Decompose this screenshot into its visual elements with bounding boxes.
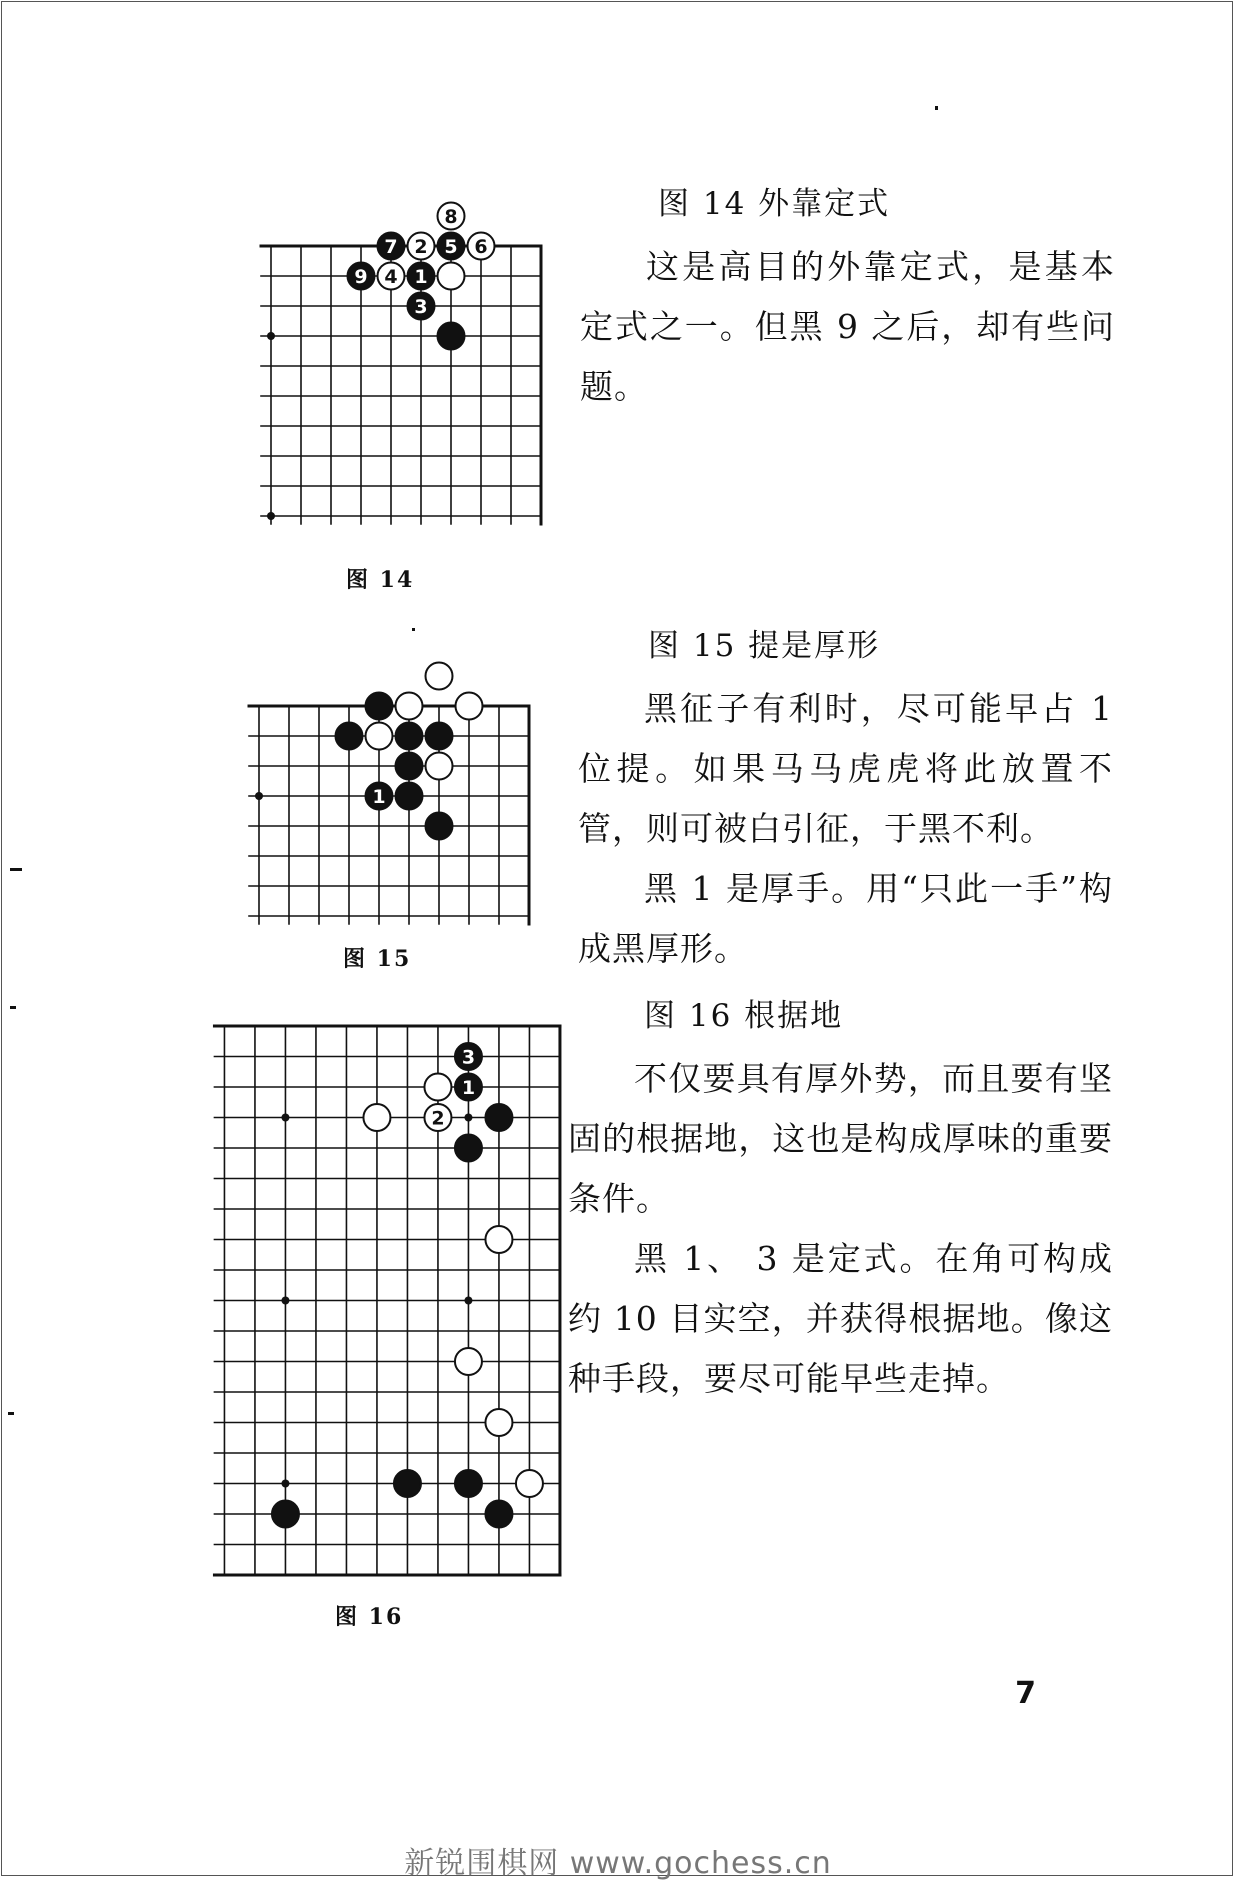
scan-speck bbox=[412, 628, 415, 631]
figure-14-caption: 图 14 bbox=[346, 567, 415, 593]
figure-16-paragraph-2: 黑 1、 3 是定式。在角可构成约 10 目实空，并获得根据地。像这种手段，要尽可能早些走掉。 bbox=[568, 1239, 1113, 1398]
figure-15-title: 图 15 提是厚形 bbox=[648, 628, 881, 664]
figure-14-paragraph: 这是高目的外靠定式，是基本定式之一。但黑 9 之后，却有些问题。 bbox=[580, 247, 1115, 406]
black-stone bbox=[485, 1104, 512, 1131]
figure-16-title: 图 16 根据地 bbox=[644, 998, 844, 1034]
stone-number-label: 4 bbox=[384, 266, 398, 288]
go-board-fig16 bbox=[193, 1000, 548, 1560]
star-point bbox=[464, 1297, 472, 1305]
white-stone bbox=[455, 1348, 482, 1375]
black-stone bbox=[366, 783, 393, 810]
stone-number-label: 1 bbox=[372, 786, 386, 808]
stone-number-label: 7 bbox=[384, 236, 398, 258]
scan-speck bbox=[10, 868, 22, 871]
black-stone bbox=[426, 813, 453, 840]
go-board-svg bbox=[240, 206, 530, 520]
star-point bbox=[255, 792, 263, 800]
go-board-svg bbox=[228, 680, 520, 910]
star-point bbox=[281, 1480, 289, 1488]
white-stone bbox=[363, 1104, 390, 1131]
figure-16-caption: 图 16 bbox=[335, 1604, 404, 1630]
black-stone bbox=[336, 723, 363, 750]
figure-15-paragraph-1: 黑征子有利时，尽可能早占 1 位提。如果马马虎虎将此放置不管，则可被白引征，于黑不利。 bbox=[578, 689, 1113, 848]
stone-number-label: 3 bbox=[414, 296, 428, 318]
white-stone bbox=[468, 233, 495, 260]
star-point bbox=[464, 1114, 472, 1122]
black-stone bbox=[396, 783, 423, 810]
stone-number-label: 8 bbox=[444, 206, 458, 228]
black-stone bbox=[366, 693, 393, 720]
white-stone bbox=[516, 1470, 543, 1497]
black-stone bbox=[426, 723, 453, 750]
white-stone bbox=[378, 263, 405, 290]
grid-lines bbox=[261, 246, 541, 524]
figure-16-paragraph-1: 不仅要具有厚外势，而且要有坚固的根据地，这也是构成厚味的重要条件。 bbox=[568, 1059, 1113, 1218]
black-stone bbox=[455, 1043, 482, 1070]
figure-14-title: 图 14 外靠定式 bbox=[658, 186, 891, 222]
figure-15-paragraph-2: 黑 1 是厚手。用“只此一手”构成黑厚形。 bbox=[578, 869, 1113, 968]
black-stone bbox=[394, 1470, 421, 1497]
scan-speck bbox=[935, 106, 938, 110]
footer-watermark: 新锐围棋网 www.gochess.cn bbox=[404, 1846, 832, 1881]
stone-number-label: 1 bbox=[414, 266, 428, 288]
black-stone bbox=[438, 323, 465, 350]
black-stone bbox=[455, 1135, 482, 1162]
stone-number-label: 9 bbox=[354, 266, 368, 288]
stone-number-label: 3 bbox=[461, 1046, 476, 1069]
black-stone bbox=[485, 1501, 512, 1528]
star-point bbox=[267, 512, 275, 520]
black-stone bbox=[348, 263, 375, 290]
stone-number-label: 5 bbox=[444, 236, 458, 258]
stone-number-label: 1 bbox=[461, 1077, 476, 1099]
scan-speck bbox=[8, 1412, 14, 1415]
white-stone bbox=[408, 233, 435, 260]
star-point bbox=[281, 1114, 289, 1122]
stone-number-label: 6 bbox=[474, 236, 488, 258]
black-stone bbox=[396, 753, 423, 780]
white-stone bbox=[426, 663, 453, 690]
white-stone bbox=[426, 753, 453, 780]
black-stone bbox=[438, 233, 465, 260]
white-stone bbox=[485, 1226, 512, 1253]
black-stone bbox=[272, 1501, 299, 1528]
white-stone bbox=[456, 693, 483, 720]
white-stone bbox=[366, 723, 393, 750]
page-number: 7 bbox=[1015, 1676, 1036, 1711]
scan-speck bbox=[10, 1006, 16, 1009]
figure-14-text bbox=[580, 178, 1115, 417]
white-stone bbox=[438, 263, 465, 290]
figure-15-caption: 图 15 bbox=[343, 946, 412, 972]
stone-number-label: 2 bbox=[431, 1107, 445, 1130]
go-board-svg bbox=[193, 1000, 548, 1560]
star-point bbox=[267, 332, 275, 340]
white-stone bbox=[424, 1104, 451, 1131]
stone-number-label: 2 bbox=[414, 236, 428, 258]
figure-15-text bbox=[578, 620, 1113, 979]
black-stone bbox=[455, 1074, 482, 1101]
black-stone bbox=[378, 233, 405, 260]
go-board-fig14 bbox=[240, 206, 530, 520]
star-point bbox=[281, 1297, 289, 1305]
figure-16-text bbox=[568, 990, 1113, 1409]
white-stone bbox=[485, 1409, 512, 1436]
black-stone bbox=[396, 723, 423, 750]
go-board-fig15 bbox=[228, 680, 520, 910]
black-stone bbox=[408, 263, 435, 290]
white-stone bbox=[396, 693, 423, 720]
white-stone bbox=[424, 1074, 451, 1101]
white-stone bbox=[438, 203, 465, 230]
black-stone bbox=[455, 1470, 482, 1497]
black-stone bbox=[408, 293, 435, 320]
